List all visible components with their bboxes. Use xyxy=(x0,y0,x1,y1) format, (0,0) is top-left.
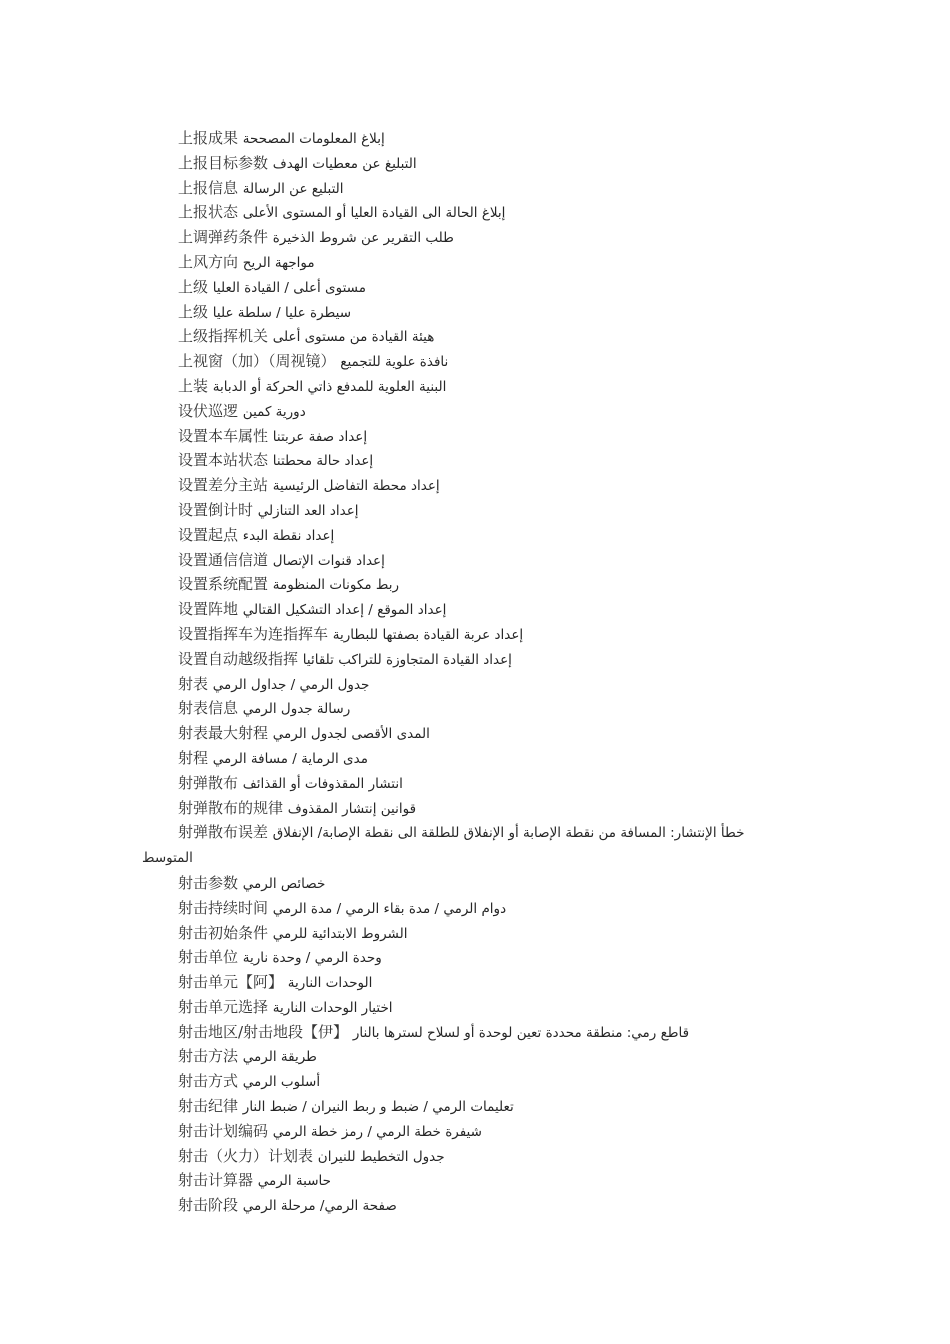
chinese-term: 设置指挥车为连指挥车 xyxy=(178,624,329,643)
glossary-entry xyxy=(178,448,818,473)
arabic-translation: أسلوب الرمي xyxy=(242,1074,321,1091)
arabic-translation: مستوى أعلى / القيادة العليا xyxy=(212,279,366,296)
glossary-entry xyxy=(178,896,818,921)
chinese-term: 射击地区/射击地段【伊】 xyxy=(178,1022,349,1041)
arabic-translation: الوحدات النارية xyxy=(287,975,373,992)
chinese-term: 设置倒计时 xyxy=(178,500,254,519)
chinese-term: 射击持续时间 xyxy=(178,898,269,917)
glossary-entry xyxy=(178,721,818,746)
glossary-entry xyxy=(178,498,818,523)
arabic-translation: إعداد القيادة المتجاوزة للتراكب تلقائيا xyxy=(302,651,512,668)
chinese-term: 上视窗（加）（周视镜） xyxy=(178,352,336,371)
glossary-entry xyxy=(178,995,818,1020)
arabic-translation: قاطع رمي: منطقة محددة تعين لوحدة أو لسلاح لسترها بالنار xyxy=(352,1024,690,1041)
arabic-translation: خصائص الرمي xyxy=(242,875,326,892)
arabic-translation: اختيار الوحدات النارية xyxy=(272,999,393,1016)
glossary-entry xyxy=(178,622,818,647)
glossary-entry xyxy=(178,424,818,449)
glossary-entry xyxy=(178,399,818,424)
glossary-entry xyxy=(178,746,818,771)
arabic-translation: طلب التقرير عن شروط الذخيرة xyxy=(272,230,454,247)
chinese-term: 上调弹药条件 xyxy=(178,228,269,247)
arabic-translation: سيطرة عليا / سلطة عليا xyxy=(212,304,352,321)
arabic-translation: إبلاغ المعلومات المصححة xyxy=(242,131,385,147)
glossary-entry xyxy=(178,696,818,721)
chinese-term: 设伏巡逻 xyxy=(178,401,239,420)
glossary-entry xyxy=(178,151,818,176)
chinese-term: 射弹散布 xyxy=(178,773,239,792)
glossary-entry xyxy=(178,176,818,201)
chinese-term: 射击计算器 xyxy=(178,1171,254,1190)
glossary-entry xyxy=(178,771,818,796)
chinese-term: 射击方法 xyxy=(178,1047,239,1066)
chinese-term: 设置差分主站 xyxy=(178,476,269,495)
chinese-term: 射表最大射程 xyxy=(178,724,269,743)
glossary-entry xyxy=(178,225,818,250)
chinese-term: 上报信息 xyxy=(178,178,239,197)
glossary-entry xyxy=(178,1119,818,1144)
chinese-term: 上报目标参数 xyxy=(178,153,269,172)
chinese-term: 射击参数 xyxy=(178,873,239,892)
arabic-translation: إعداد عربة القيادة بصفتها للبطارية xyxy=(332,626,524,643)
arabic-translation: المدى الأقصى لجدول الرمي xyxy=(272,726,430,743)
glossary-entry xyxy=(178,1168,818,1193)
arabic-translation: ربط مكونات المنظومة xyxy=(272,577,399,594)
chinese-term: 上报状态 xyxy=(178,203,239,222)
arabic-translation: قوانين إنتشار المقذوف xyxy=(287,800,417,817)
chinese-term: 上级 xyxy=(178,277,209,296)
arabic-translation: مدى الرماية / مسافة الرمي xyxy=(212,750,368,767)
glossary-entry xyxy=(178,1094,818,1119)
glossary-entry xyxy=(178,349,818,374)
chinese-term: 设置起点 xyxy=(178,525,239,544)
glossary-entry xyxy=(178,374,818,399)
chinese-term: 上报成果 xyxy=(178,129,239,147)
glossary-list xyxy=(142,126,818,1218)
arabic-translation: صفحة الرمي/ مرحلة الرمي xyxy=(242,1198,397,1215)
arabic-translation: مواجهة الريح xyxy=(242,254,315,271)
glossary-entry xyxy=(178,473,818,498)
chinese-term: 射击阶段 xyxy=(178,1196,239,1215)
arabic-translation: إعداد محطة التفاضل الرئيسية xyxy=(272,478,440,495)
glossary-entry xyxy=(178,200,818,225)
arabic-translation: إعداد الموقع / إعداد التشكيل القتالي xyxy=(242,602,447,619)
arabic-translation: إعداد العد التنازلي xyxy=(257,502,359,519)
glossary-entry xyxy=(178,945,818,970)
glossary-entry xyxy=(178,548,818,573)
chinese-term: 上风方向 xyxy=(178,252,239,271)
arabic-translation-continued: المتوسط xyxy=(142,850,193,867)
chinese-term: 射弹散布的规律 xyxy=(178,798,284,817)
glossary-entry xyxy=(178,1069,818,1094)
arabic-translation: التبليغ عن معطيات الهدف xyxy=(272,155,417,172)
chinese-term: 上级指挥机关 xyxy=(178,327,269,346)
chinese-term: 设置本车属性 xyxy=(178,426,269,445)
arabic-translation: انتشار المقذوفات أو القذائف xyxy=(242,775,403,792)
glossary-entry xyxy=(178,1044,818,1069)
arabic-translation: جدول التخطيط للنيران xyxy=(317,1148,445,1165)
arabic-translation: إبلاغ الحالة الى القيادة العليا أو المستوى الأعلى xyxy=(242,205,506,222)
glossary-entry xyxy=(178,672,818,697)
arabic-translation: تعليمات الرمي / ضبط و ربط النيران / ضبط النار xyxy=(242,1099,514,1116)
glossary-entry xyxy=(178,647,818,672)
glossary-entry xyxy=(178,300,818,325)
glossary-entry xyxy=(178,572,818,597)
chinese-term: 设置自动越级指挥 xyxy=(178,649,299,668)
chinese-term: 射表信息 xyxy=(178,699,239,718)
glossary-entry xyxy=(178,126,818,151)
chinese-term: 射击单元【阿】 xyxy=(178,973,284,992)
glossary-entry xyxy=(178,275,818,300)
arabic-translation: إعداد نقطة البدء xyxy=(242,527,335,544)
chinese-term: 设置阵地 xyxy=(178,600,239,619)
arabic-translation: هيئة القيادة من مستوى أعلى xyxy=(272,329,435,346)
arabic-translation: طريقة الرمي xyxy=(242,1049,317,1066)
glossary-entry xyxy=(178,1193,818,1218)
glossary-entry xyxy=(178,796,818,821)
glossary-entry xyxy=(178,1144,818,1169)
glossary-entry xyxy=(178,970,818,995)
arabic-translation: التبليع عن الرسالة xyxy=(242,180,344,197)
chinese-term: 射表 xyxy=(178,674,209,693)
glossary-entry xyxy=(178,523,818,548)
arabic-translation: حاسبة الرمي xyxy=(257,1173,331,1190)
chinese-term: 射击纪律 xyxy=(178,1097,239,1116)
glossary-entry xyxy=(178,871,818,896)
chinese-term: 射击（火力）计划表 xyxy=(178,1146,314,1165)
chinese-term: 射击方式 xyxy=(178,1072,239,1091)
chinese-term: 上装 xyxy=(178,376,209,395)
arabic-translation: نافذة علوية للتجميع xyxy=(340,354,449,371)
glossary-entry xyxy=(178,324,818,349)
glossary-entry xyxy=(178,921,818,946)
arabic-translation: شيفرة خطة الرمي / رمز خطة الرمي xyxy=(272,1123,482,1140)
arabic-translation: دوام الرمي / مدة بقاء الرمي / مدة الرمي xyxy=(272,900,507,917)
arabic-translation: دورية كمين xyxy=(242,403,306,420)
arabic-translation: رسالة جدول الرمي xyxy=(242,701,351,718)
chinese-term: 射击计划编码 xyxy=(178,1121,269,1140)
chinese-term: 上级 xyxy=(178,302,209,321)
glossary-entry xyxy=(178,597,818,622)
arabic-translation: البنية العلوية للمدفع ذاتي الحركة أو الدبابة xyxy=(212,378,447,395)
chinese-term: 射程 xyxy=(178,748,209,767)
chinese-term: 设置系统配置 xyxy=(178,575,269,594)
glossary-entry xyxy=(178,1020,818,1045)
glossary-entry xyxy=(142,820,818,871)
chinese-term: 射击单位 xyxy=(178,948,239,967)
chinese-term: 射击初始条件 xyxy=(178,923,269,942)
arabic-translation: الشروط الابتدائية للرمي xyxy=(272,925,408,942)
arabic-translation: إعداد حالة محطتنا xyxy=(272,453,374,470)
arabic-translation: خطأ الإنتشار: المسافة من نقطة الإصابة أو الإنفلاق للطلقة الى نقطة الإصابة/ الإنفلاق xyxy=(272,825,745,842)
arabic-translation: إعداد قنوات الإتصال xyxy=(272,552,385,569)
chinese-term: 射弹散布误差 xyxy=(178,823,269,842)
arabic-translation: إعداد صفة عربتنا xyxy=(272,428,368,445)
chinese-term: 设置通信信道 xyxy=(178,550,269,569)
arabic-translation: وحدة الرمي / وحدة نارية xyxy=(242,950,382,967)
arabic-translation: جدول الرمي / جداول الرمي xyxy=(212,676,370,693)
chinese-term: 射击单元选择 xyxy=(178,997,269,1016)
glossary-entry xyxy=(178,250,818,275)
chinese-term: 设置本站状态 xyxy=(178,451,269,470)
